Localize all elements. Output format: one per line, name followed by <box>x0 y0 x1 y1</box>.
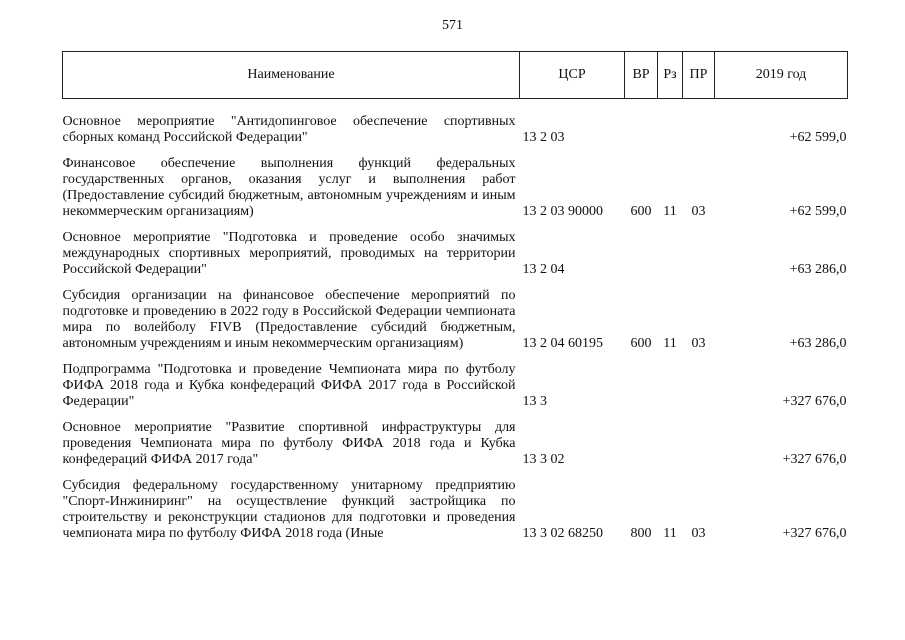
row-pr <box>683 352 715 410</box>
header-vr: ВР <box>625 52 658 99</box>
budget-table <box>62 51 848 542</box>
row-name: Основное мероприятие "Подготовка и проведение особо значимых международных спортивных мероприятий, проводимых на территории Российской Федерации" <box>62 230 516 277</box>
row-amount: +63 286,0 <box>789 336 847 351</box>
row-amount: +327 676,0 <box>782 526 847 541</box>
row-pr: 03 <box>691 204 706 219</box>
header-year: 2019 год <box>715 52 848 99</box>
row-name: Основное мероприятие "Антидопинговое обеспечение спортивных сборных команд Российской Федерации" <box>62 114 516 145</box>
row-pr: 03 <box>691 526 706 541</box>
row-rz <box>658 220 683 278</box>
row-rz <box>658 99 683 147</box>
row-rz <box>658 352 683 410</box>
row-csr: 13 3 02 <box>522 452 565 467</box>
row-vr <box>625 410 658 468</box>
row-pr <box>683 410 715 468</box>
row-csr: 13 2 04 <box>522 262 565 277</box>
page-number: 571 <box>442 18 463 33</box>
row-csr: 13 3 02 68250 <box>522 526 603 541</box>
row-vr: 800 <box>630 526 652 541</box>
header-rz: Рз <box>658 52 683 99</box>
row-name: Субсидия организации на финансовое обеспечение мероприятий по подготовке и проведению в 2022 году в Российской Федерации чемпионата мира по волейболу FIVB (Предоставление субсидий бюджетным, автономным учреждениям и иным некоммерческим организациям) <box>62 288 516 351</box>
table-row <box>63 352 848 410</box>
table-header <box>63 52 848 99</box>
row-rz: 11 <box>663 526 677 541</box>
row-name: Подпрограмма "Подготовка и проведение Чемпионата мира по футболу ФИФА 2018 года и Кубка конфедераций ФИФА 2017 года в Российской Федерации" <box>62 362 516 409</box>
row-amount: +327 676,0 <box>782 452 847 467</box>
header-name: Наименование <box>63 52 520 99</box>
table-row <box>63 468 848 542</box>
row-vr: 600 <box>630 336 652 351</box>
row-name: Финансовое обеспечение выполнения функций федеральных государственных органов, оказания услуг и выполнения работ (Предоставление субсидий бюджетным, автономным учреждениям и иным некоммерческим организациям) <box>62 156 516 219</box>
row-rz: 11 <box>663 204 677 219</box>
row-name: Основное мероприятие "Развитие спортивной инфраструктуры для проведения Чемпионата мира по футболу ФИФА 2018 года и Кубка конфедераций ФИФА 2017 года" <box>62 420 516 467</box>
row-csr: 13 2 03 <box>522 130 565 145</box>
row-csr: 13 2 04 60195 <box>522 336 603 351</box>
row-pr <box>683 220 715 278</box>
row-vr: 600 <box>630 204 652 219</box>
row-amount: +62 599,0 <box>789 130 847 145</box>
row-amount: +327 676,0 <box>782 394 847 409</box>
row-amount: +63 286,0 <box>789 262 847 277</box>
row-csr: 13 2 03 90000 <box>522 204 603 219</box>
row-csr: 13 3 <box>522 394 547 409</box>
row-vr <box>625 99 658 147</box>
row-rz <box>658 410 683 468</box>
row-vr <box>625 352 658 410</box>
table-row <box>63 410 848 468</box>
table-row <box>63 220 848 278</box>
header-row <box>63 52 848 99</box>
row-name: Субсидия федеральному государственному унитарному предприятию "Спорт-Инжиниринг" на осуществление функций застройщика по строительству и реконструкции стадионов для подготовки и проведения чемпионата мира по футболу ФИФА 2018 года (Иные <box>62 478 516 541</box>
header-csr: ЦСР <box>520 52 625 99</box>
table-row <box>63 278 848 352</box>
row-vr <box>625 220 658 278</box>
row-pr: 03 <box>691 336 706 351</box>
table-row <box>63 99 848 147</box>
row-pr <box>683 99 715 147</box>
header-pr: ПР <box>683 52 715 99</box>
table-body <box>63 99 848 543</box>
row-rz: 11 <box>663 336 677 351</box>
table-row <box>63 146 848 220</box>
row-amount: +62 599,0 <box>789 204 847 219</box>
